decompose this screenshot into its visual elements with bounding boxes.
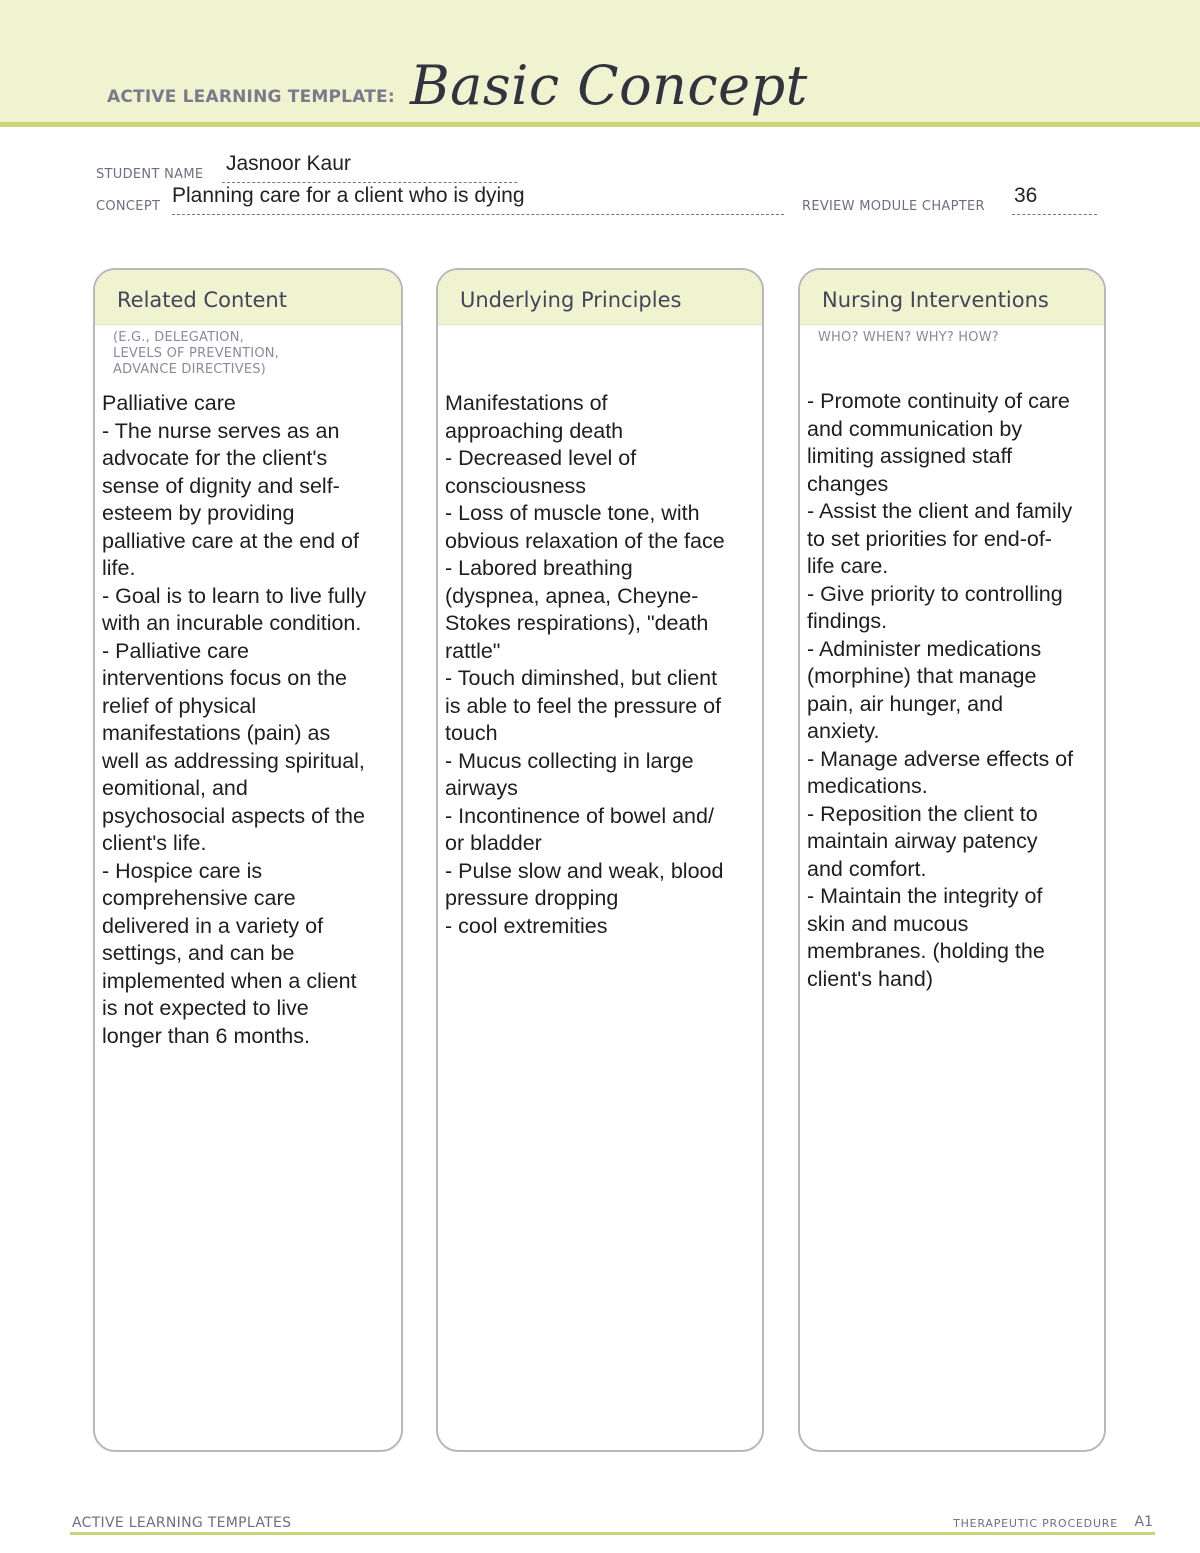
text-line: rattle" <box>445 638 501 663</box>
underlying-principles-title: Underlying Principles <box>460 288 682 312</box>
text-line: - Maintain the integrity of <box>807 884 1043 908</box>
text-line: - Assist the client and family <box>807 499 1073 523</box>
underlying-principles-body[interactable] <box>445 390 754 940</box>
text-line: approaching death <box>445 418 624 443</box>
text-line: interventions focus on the <box>102 666 348 690</box>
text-line: is able to feel the pressure of <box>445 693 722 718</box>
text-line: membranes. (holding the <box>807 939 1045 963</box>
text-line: and comfort. <box>807 856 927 881</box>
text-line: palliative care at the end of <box>102 528 359 553</box>
text-line: - Administer medications <box>807 636 1042 661</box>
text-line: - Give priority to controlling <box>807 581 1063 606</box>
related-content-body[interactable] <box>102 390 393 1050</box>
review-module-line <box>1012 214 1097 215</box>
text-line: pressure dropping <box>445 886 619 910</box>
text-line: - Incontinence of bowel and/ <box>445 803 714 828</box>
text-line: Manifestations of <box>445 391 608 415</box>
text-line: client's hand) <box>807 966 934 991</box>
student-name-line <box>222 182 517 183</box>
related-content-title: Related Content <box>117 288 287 312</box>
text-line: delivered in a variety of <box>102 913 324 938</box>
text-line: Palliative care <box>102 391 236 415</box>
text-line: anxiety. <box>807 719 880 743</box>
nursing-interventions-subtitle: WHO? WHEN? WHY? HOW? <box>818 330 999 345</box>
header-rule <box>0 122 1200 127</box>
text-line: airways <box>445 776 518 800</box>
text-line: life. <box>102 556 136 580</box>
text-line: settings, and can be <box>102 941 295 965</box>
text-line: - Goal is to learn to live fully <box>102 583 367 608</box>
nursing-interventions-card <box>798 268 1106 1452</box>
underlying-principles-card <box>436 268 764 1452</box>
related-content-subtitle: (E.G., DELEGATION, LEVELS OF PREVENTION, ADVANCE DIRECTIVES) <box>113 330 280 377</box>
text-line: - The nurse serves as an <box>102 418 340 443</box>
text-line: advocate for the client's <box>102 446 328 470</box>
text-line: to set priorities for end-of- <box>807 526 1052 551</box>
text-line: with an incurable condition. <box>102 611 362 635</box>
text-line: skin and mucous <box>807 911 969 936</box>
nursing-interventions-header <box>800 270 1104 325</box>
text-line: pain, air hunger, and <box>807 691 1004 716</box>
text-line: is not expected to live <box>102 996 309 1020</box>
text-line: client's life. <box>102 831 207 855</box>
concept-value[interactable]: Planning care for a client who is dying <box>172 184 525 207</box>
student-name-value[interactable]: Jasnoor Kaur <box>226 152 351 175</box>
student-name-label: STUDENT NAME <box>96 167 204 182</box>
text-line: or bladder <box>445 831 542 855</box>
text-line: - Touch diminshed, but client <box>445 666 718 690</box>
text-line: and communication by <box>807 416 1023 441</box>
related-content-header <box>95 270 401 325</box>
footer-page-number: A1 <box>1134 1514 1153 1530</box>
text-line: - Hospice care is <box>102 858 263 883</box>
text-line: comprehensive care <box>102 886 296 910</box>
text-line: touch <box>445 721 498 745</box>
text-line: consciousness <box>445 473 587 498</box>
text-line: (morphine) that manage <box>807 664 1037 688</box>
text-line: obvious relaxation of the face <box>445 528 725 553</box>
text-line: medications. <box>807 774 928 798</box>
text-line: - Promote continuity of care <box>807 389 1070 413</box>
concept-line <box>172 214 784 215</box>
text-line: well as addressing spiritual, <box>102 748 365 773</box>
related-content-card <box>93 268 403 1452</box>
template-label: ACTIVE LEARNING TEMPLATE: <box>107 87 395 107</box>
text-line: - Mucus collecting in large <box>445 748 694 773</box>
text-line: - Loss of muscle tone, with <box>445 501 700 525</box>
template-title: Basic Concept <box>410 54 808 117</box>
nursing-interventions-body[interactable] <box>807 388 1096 993</box>
text-line: sense of dignity and self- <box>102 473 340 498</box>
text-line: - Palliative care <box>102 638 249 663</box>
text-line: esteem by providing <box>102 501 295 525</box>
text-line: changes <box>807 471 889 496</box>
text-line: implemented when a client <box>102 968 357 993</box>
text-line: limiting assigned staff <box>807 444 1013 468</box>
text-line: life care. <box>807 554 889 578</box>
text-line: - cool extremities <box>445 913 608 938</box>
text-line: manifestations (pain) as <box>102 721 331 745</box>
text-line: maintain airway patency <box>807 829 1038 853</box>
review-module-value[interactable]: 36 <box>1014 184 1038 207</box>
text-line: - Reposition the client to <box>807 801 1038 826</box>
text-line: psychosocial aspects of the <box>102 803 365 828</box>
text-line: Stokes respirations), "death <box>445 611 709 635</box>
footer-left-label: ACTIVE LEARNING TEMPLATES <box>72 1515 292 1531</box>
text-line: (dyspnea, apnea, Cheyne- <box>445 583 699 608</box>
text-line: - Labored breathing <box>445 556 633 580</box>
review-module-label: REVIEW MODULE CHAPTER <box>802 199 985 214</box>
text-line: - Pulse slow and weak, blood <box>445 858 724 883</box>
underlying-principles-header <box>438 270 762 325</box>
footer-rule <box>70 1532 1155 1535</box>
concept-label: CONCEPT <box>96 199 161 214</box>
text-line: eomitional, and <box>102 776 248 800</box>
text-line: - Decreased level of <box>445 446 637 470</box>
text-line: findings. <box>807 609 888 633</box>
nursing-interventions-title: Nursing Interventions <box>822 288 1049 312</box>
footer-right-label: THERAPEUTIC PROCEDURE <box>953 1517 1118 1530</box>
text-line: relief of physical <box>102 693 257 718</box>
text-line: longer than 6 months. <box>102 1023 310 1048</box>
text-line: - Manage adverse effects of <box>807 746 1074 771</box>
